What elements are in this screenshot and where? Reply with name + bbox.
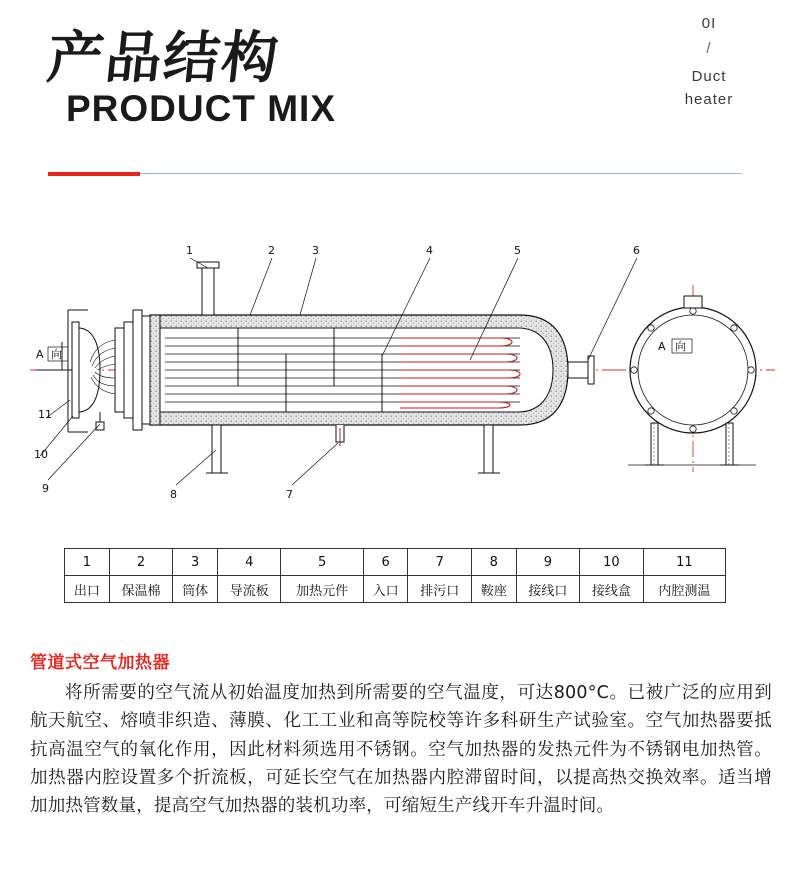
description-block <box>30 648 772 821</box>
legend-name-cell: 排污口 <box>408 576 472 603</box>
callout-8: 8 <box>170 488 177 501</box>
description-paragraph: 将所需要的空气流从初始温度加热到所需要的空气温度，可达800°C。已被广泛的应用到航天航空、熔喷非织造、薄膜、化工工业和高等院校等许多科研生产试验室。空气加热器要抵抗高温空气的氧化作用，因此材料须选用不锈钢。空气加热器的发热元件为不锈钢电加热管。加热器内腔设置多个折流板，可延长空气在加热器内腔滞留时间，以提高热交换效率。适当增加加热管数量，提高空气加热器的装机功率，可缩短生产线开车升温时间。 <box>30 683 772 817</box>
legend-name-cell: 鞍座 <box>471 576 516 603</box>
legend-name-cell: 筒体 <box>173 576 218 603</box>
legend-number-cell: 10 <box>580 549 644 576</box>
callout-7: 7 <box>286 488 293 501</box>
page-title-en: PRODUCT MIX <box>66 88 336 129</box>
callout-5: 5 <box>514 244 521 257</box>
section-number: 0I <box>701 15 717 32</box>
legend-number-cell: 6 <box>363 549 408 576</box>
legend-number-cell: 9 <box>516 549 580 576</box>
legend-number-cell: 3 <box>173 549 218 576</box>
legend-number-row <box>65 549 726 576</box>
product-structure-diagram <box>0 210 790 530</box>
legend-number-cell: 7 <box>408 549 472 576</box>
header-divider <box>48 172 742 176</box>
legend-name-cell: 入口 <box>363 576 408 603</box>
section-label-line2: heater <box>684 90 734 108</box>
svg-text:向: 向 <box>51 348 62 361</box>
section-divider-slash: / <box>706 40 712 58</box>
divider-accent <box>48 172 140 176</box>
legend-name-row <box>65 576 726 603</box>
legend-number-cell: 2 <box>109 549 173 576</box>
legend-number-cell: 1 <box>65 549 110 576</box>
section-label-line1: Duct <box>691 67 727 85</box>
legend-name-cell: 导流板 <box>217 576 281 603</box>
legend-number-cell: 11 <box>643 549 725 576</box>
section-marker <box>654 12 764 111</box>
legend-number-cell: 8 <box>471 549 516 576</box>
callout-10: 10 <box>34 448 48 461</box>
view-label-left: A <box>36 348 44 361</box>
page-header <box>0 0 790 190</box>
legend-table <box>64 548 726 603</box>
legend-name-cell: 内腔测温 <box>643 576 725 603</box>
callout-3: 3 <box>312 244 319 257</box>
callout-4: 4 <box>426 244 433 257</box>
page-title-cn: 产品结构 <box>44 26 283 91</box>
legend-name-cell: 接线口 <box>516 576 580 603</box>
callout-2: 2 <box>268 244 275 257</box>
legend-name-cell: 接线盒 <box>580 576 644 603</box>
callout-6: 6 <box>633 244 640 257</box>
description-title: 管道式空气加热器 <box>30 653 170 673</box>
callout-1: 1 <box>186 244 193 257</box>
legend-number-cell: 4 <box>217 549 281 576</box>
callout-9: 9 <box>42 482 49 495</box>
legend-name-cell: 出口 <box>65 576 110 603</box>
callout-11: 11 <box>38 408 52 421</box>
legend-number-cell: 5 <box>281 549 363 576</box>
legend-name-cell: 加热元件 <box>281 576 363 603</box>
svg-text:向: 向 <box>675 340 686 353</box>
legend-name-cell: 保温棉 <box>109 576 173 603</box>
divider-line <box>48 173 742 174</box>
view-label-right: A <box>658 340 666 353</box>
